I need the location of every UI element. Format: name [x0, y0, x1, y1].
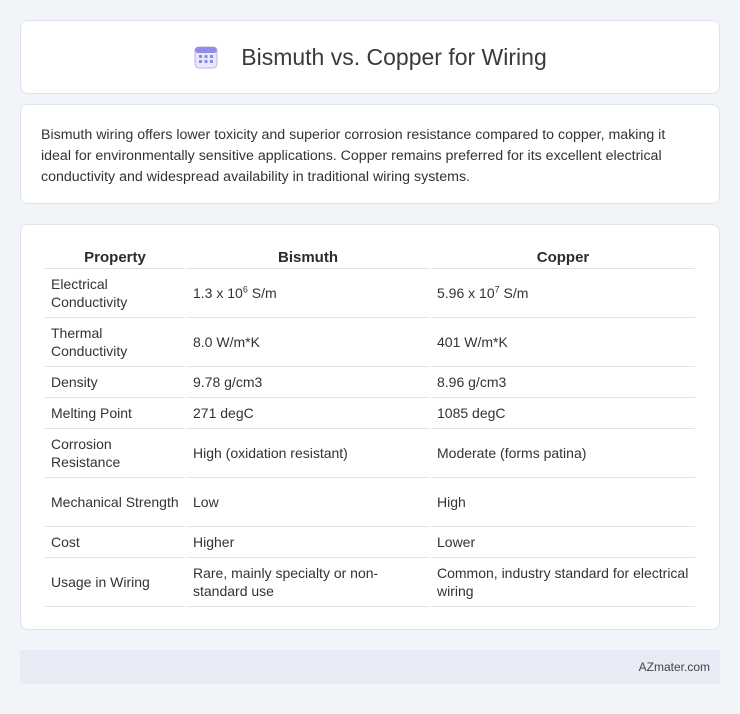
copper-cell: High — [431, 478, 695, 527]
table-row — [45, 429, 695, 478]
footer-brand: AZmater.com — [638, 660, 710, 674]
page-title: Bismuth vs. Copper for Wiring — [241, 43, 547, 70]
copper-cell: 1085 degC — [431, 398, 695, 429]
table-row — [45, 367, 695, 398]
copper-cell: 8.96 g/cm3 — [431, 367, 695, 398]
table-row — [45, 398, 695, 429]
intro-text: Bismuth wiring offers lower toxicity and superior corrosion resistance compared to copper, making it ideal for environmentally sensitive applications. Copper remains preferred for its excellent electrical conductivity and widespread availability in traditional wiring systems. — [41, 127, 666, 185]
column-header-property: Property — [45, 243, 185, 269]
property-cell: Corrosion Resistance — [45, 429, 185, 478]
table-row — [45, 527, 695, 558]
bismuth-cell: 1.3 x $10^6$ S/m — [187, 269, 429, 318]
property-cell: Usage in Wiring — [45, 558, 185, 607]
bismuth-cell: 9.78 g/cm3 — [187, 367, 429, 398]
copper-cell: Moderate (forms patina) — [431, 429, 695, 478]
calendar-icon — [193, 44, 219, 70]
property-cell: Density — [45, 367, 185, 398]
comparison-table — [43, 243, 697, 607]
property-cell: Mechanical Strength — [45, 478, 185, 527]
column-header-bismuth: Bismuth — [187, 243, 429, 269]
bismuth-cell: Low — [187, 478, 429, 527]
table-card — [20, 224, 720, 630]
copper-cell: 5.96 x $10^7$ S/m — [431, 269, 695, 318]
intro-card — [20, 104, 720, 204]
bismuth-cell: 271 degC — [187, 398, 429, 429]
column-header-copper: Copper — [431, 243, 695, 269]
property-cell: Electrical Conductivity — [45, 269, 185, 318]
table-row — [45, 269, 695, 318]
bismuth-cell: Higher — [187, 527, 429, 558]
property-cell: Thermal Conductivity — [45, 318, 185, 367]
footer-bar — [20, 650, 720, 684]
bismuth-cell: High (oxidation resistant) — [187, 429, 429, 478]
bismuth-cell: 8.0 W/m*K — [187, 318, 429, 367]
copper-cell: Common, industry standard for electrical wiring — [431, 558, 695, 607]
copper-cell: 401 W/m*K — [431, 318, 695, 367]
table-row — [45, 478, 695, 527]
table-row — [45, 558, 695, 607]
table-row — [45, 318, 695, 367]
property-cell: Cost — [45, 527, 185, 558]
bismuth-cell: Rare, mainly specialty or non-standard use — [187, 558, 429, 607]
title-card — [20, 20, 720, 94]
copper-cell: Lower — [431, 527, 695, 558]
property-cell: Melting Point — [45, 398, 185, 429]
table-header-row — [45, 243, 695, 269]
